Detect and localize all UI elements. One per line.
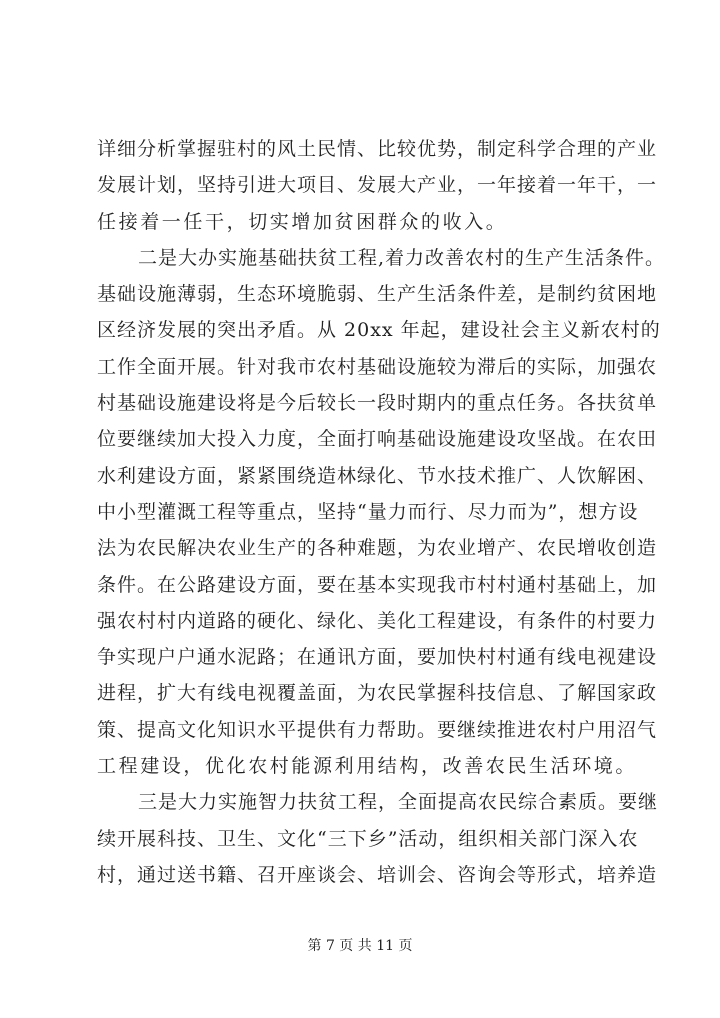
text-line: 基础设施薄弱，生态环境脆弱、生产生活条件差，是制约贫困地 bbox=[97, 283, 658, 306]
text-line: 二是大办实施基础扶贫工程,着力改善农村的生产生活条件。 bbox=[138, 246, 666, 269]
text-line: 详细分析掌握驻村的风土民情、比较优势，制定科学合理的产业 bbox=[97, 138, 658, 160]
text-line: 位要继续加大投入力度，全面打响基础设施建设攻坚战。在农田 bbox=[97, 428, 658, 451]
text-line: 进程，扩大有线电视覆盖面，为农民掌握科技信息、了解国家政 bbox=[97, 682, 658, 705]
text-line: 发展计划，坚持引进大项目、发展大产业，一年接着一年干，一 bbox=[97, 174, 658, 197]
text-line: 续开展科技、卫生、文化“三下乡”活动，组织相关部门深入农 bbox=[97, 827, 639, 850]
text-line: 水利建设方面，紧紧围绕造林绿化、节水技术推广、人饮解困、 bbox=[97, 464, 658, 487]
page-number-footer: 第 7 页 共 11 页 bbox=[307, 938, 413, 954]
text-line: 区经济发展的突出矛盾。从 20xx 年起，建设社会主义新农村的 bbox=[97, 319, 661, 342]
text-line: 法为农民解决农业生产的各种难题，为农业增产、农民增收创造 bbox=[97, 537, 658, 560]
text-line: 工作全面开展。针对我市农村基础设施较为滞后的实际，加强农 bbox=[97, 355, 658, 378]
text-line: 三是大力实施智力扶贫工程，全面提高农民综合素质。要继 bbox=[138, 791, 659, 814]
document-body bbox=[97, 131, 666, 893]
text-line: 强农村村内道路的硬化、绿化、美化工程建设，有条件的村要力 bbox=[97, 609, 658, 632]
text-line: 策、提高文化知识水平提供有力帮助。要继续推进农村户用沼气 bbox=[97, 718, 658, 741]
text-line: 争实现户户通水泥路；在通讯方面，要加快村村通有线电视建设 bbox=[97, 646, 658, 669]
text-line: 任接着一任干，切实增加贫困群众的收入。 bbox=[97, 210, 508, 233]
text-line: 村，通过送书籍、召开座谈会、培训会、咨询会等形式，培养造 bbox=[97, 863, 658, 886]
text-line: 条件。在公路建设方面，要在基本实现我市村村通村基础上，加 bbox=[97, 573, 658, 596]
text-line: 村基础设施建设将是今后较长一段时期内的重点任务。各扶贫单 bbox=[97, 392, 658, 415]
text-line: 工程建设，优化农村能源利用结构，改善农民生活环境。 bbox=[97, 755, 638, 778]
text-line: 中小型灌溉工程等重点，坚持“量力而行、尽力而为”，想方设 bbox=[97, 500, 639, 523]
